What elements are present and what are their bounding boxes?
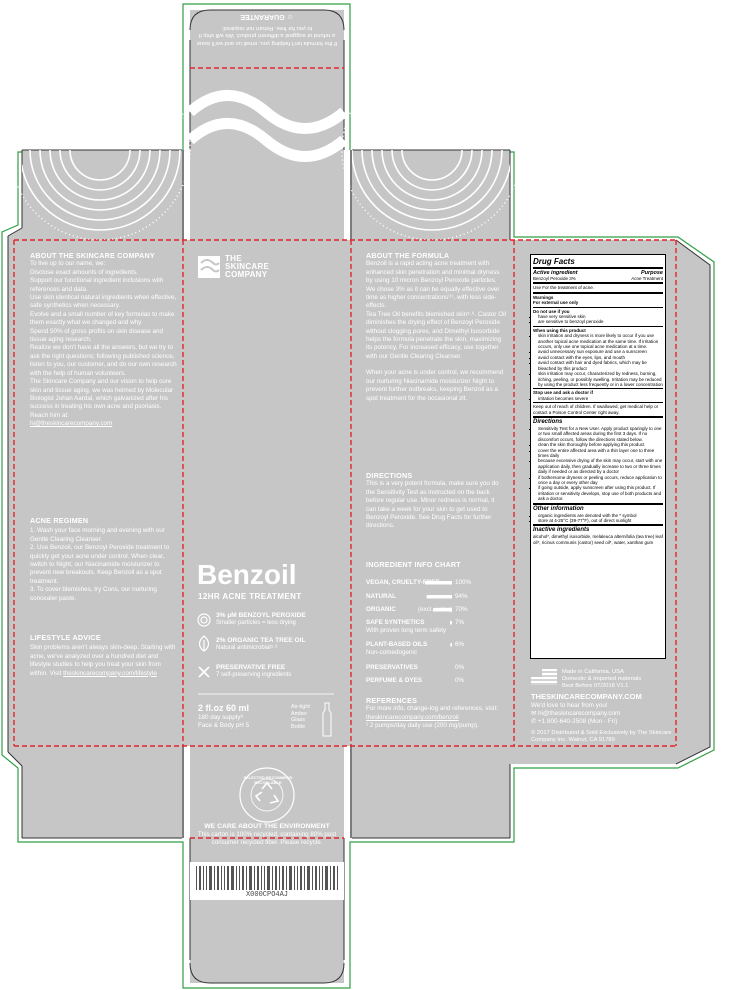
- do-not-use: Do not use if you: [533, 308, 570, 314]
- about-formula-p1: Benzoil is a rapid acting acne treatment with enhanced skin penetration and minimal dryness by using 10 micron Benzoyl Peroxide particles. We chose 3% as it can be equally effective over time as higher concentrations⁽¹⁾, with less side-effects.: [366, 260, 500, 310]
- about-company-line: Evolve and a small number of key formulas to make them exactly what we changed and why.: [30, 310, 175, 327]
- environment-body: This carton is 100% recycled, containing 80% post consumer recycled fiber. Please recycle.: [197, 831, 337, 846]
- lifestyle-body: Skin problems aren't always skin-deep. Starting with acne, we've analyzed over a hundred diet and lifestyle studies to help you treat your skin from within. Visit theskincarecompany.com/lifestyle: [30, 644, 176, 677]
- about-company-line: Disclose exact amounts of ingredients.: [30, 268, 138, 276]
- ingredient-chart-pct: 6%: [455, 641, 465, 648]
- inactive-title: Inactive ingredients: [533, 527, 590, 534]
- product-subtitle: 12HR ACNE TREATMENT: [198, 592, 302, 601]
- about-company-email[interactable]: hi@theskincarecompany.com: [30, 420, 113, 428]
- ingredient-chart-pct: 0%: [455, 664, 465, 671]
- ingredient-chart-label: PRESERVATIVES: [366, 664, 418, 671]
- feature-2: 2% ORGANIC TEA TREE OIL Natural antimicrobial⁵·⁶: [216, 637, 306, 651]
- active-ingredient: Benzoyl Peroxide 3%: [533, 276, 576, 281]
- about-company-line: Spend 50% of gross profits on skin disease and tissue aging research.: [30, 327, 164, 344]
- environment-heading: WE CARE ABOUT THE ENVIRONMENT: [204, 823, 330, 830]
- directions-title: Directions: [533, 418, 563, 425]
- drug-facts-item: ▪ Sensitivity Test for a New User. Apply product sparingly to one or two small affected areas during the first 3 days. If no discomfort occurs, follow the directions stated below.: [538, 426, 663, 442]
- do-not-use-list: [533, 314, 663, 325]
- drug-facts-item: ▪ skin irritation may occur, characterized by redness, burning, itching, peeling, or possibly swelling. Irritation may be reduced by using the product less frequently or in a lower concentration: [538, 371, 663, 387]
- ingredient-chart-pct: 7%: [455, 619, 465, 626]
- other-info-title: Other information: [533, 505, 584, 512]
- drug-facts-item: ▪ have very sensitive skin: [538, 314, 663, 319]
- acne-regimen-step: 3. To cover blemishes, try Cons, our nurturing concealer paste.: [30, 586, 157, 602]
- envelope-icon: ✉: [531, 710, 537, 717]
- contact-email-row: ✉ hi@theskincarecompany.com: [531, 710, 621, 717]
- guarantee-title: ☺ GUARANTEE: [240, 13, 294, 20]
- contact-phone-row: ✆ +1 800-640-2508 (Mon - Fri): [531, 718, 618, 725]
- copyright: © 2017 Distributed & Sold Exclusively by The Skincare Company Inc. Walnut, CA 91789: [531, 730, 672, 743]
- drug-facts-title: Drug Facts: [533, 257, 575, 266]
- about-company-section: [30, 252, 178, 429]
- when-using: When using this product: [533, 327, 586, 333]
- about-company-lines: [30, 260, 178, 420]
- about-formula-section: [366, 252, 506, 403]
- about-company-line: Use skin identical natural ingredients when effective, safe synthetics when necessary.: [30, 294, 177, 310]
- ingredient-chart-pct: 70%: [455, 606, 468, 613]
- drug-facts-item: ▪ irritation becomes severe: [538, 396, 663, 401]
- smile-icon: ☺: [286, 13, 294, 20]
- ingredient-chart-pct: 0%: [455, 677, 465, 684]
- about-formula-p2: Tea Tree Oil benefits blemished skin⁵·⁶. Castor Oil diminishes the drying effect of Benzoyl Peroxide without clogging pores, and Dimethyl Isosorbide helps the formula penetrate the skin, maximizing its potency. For increased efficacy, use together with our Gentle Clearing Cleanser.: [366, 310, 506, 360]
- purpose-label: Purpose: [640, 270, 663, 276]
- ingredient-chart-label: ORGANIC: [366, 606, 396, 613]
- about-company-line: Support our functional ingredient inclusions with references and data.: [30, 277, 164, 293]
- environment-section: [192, 822, 342, 847]
- active-ingredient-label: Active ingredient: [533, 270, 578, 276]
- ingredient-chart-label: VEGAN, CRUELTY-FREE: [366, 579, 440, 586]
- feature-1: 3% µM BENZOYL PEROXIDE Smaller particles = less drying: [216, 612, 306, 626]
- drug-facts-item: ▪ cover the entire affected area with a thin layer one to three times daily: [538, 448, 663, 459]
- ingredient-chart-sub: With proven long term safety: [366, 627, 447, 634]
- when-using-list: [533, 333, 663, 387]
- about-company-line: Realize we don't have all the answers, but we try to ask the right questions; following published science, listen to you, our customer, and do our own research with the help of human volunteers.: [30, 344, 177, 377]
- about-company-line: To live up to our name, we:: [30, 260, 106, 268]
- drug-facts-item: ▪ avoid unnecessary sun exposure and use a sunscreen: [538, 349, 663, 354]
- acne-regimen-heading: ACNE REGIMEN: [30, 516, 89, 525]
- barcode-bars: [196, 866, 338, 890]
- lifestyle-link[interactable]: theskincarecompany.com/lifestyle: [63, 669, 157, 677]
- phone-icon: ✆: [531, 718, 537, 725]
- references-body: For more info, change-log and references, visit:: [366, 705, 498, 713]
- acne-regimen-step: 1. Wash your face morning and evening with our Gentle Clearing Cleanser.: [30, 527, 165, 543]
- keep-out-of-reach: Keep out of reach of children. If swallowed, get medical help or contact a Poison Control Center right away.: [533, 404, 659, 415]
- product-size-block: [198, 703, 293, 730]
- about-formula-p3: When your acne is under control, we recommend our nurturing Niacinamide moisturizer Night to prevent further outbreaks, keeping Benzoil as a spot treatment for the occasional zit.: [366, 369, 504, 402]
- ingredient-chart-pct: 94%: [455, 593, 468, 600]
- ingredient-chart-heading: INGREDIENT INFO CHART: [366, 560, 461, 569]
- drug-facts-box: [530, 254, 666, 659]
- references-note: ¹ 2 pumps/day daily use (200 mg/pump).: [366, 722, 479, 730]
- drug-facts-item: ▪ avoid contact with hair and dyed fabrics, which may be bleached by this product: [538, 360, 663, 371]
- ingredient-chart-pct: 100%: [455, 579, 472, 586]
- drug-facts-item: ▪ if going outside, apply sunscreen after using this product. If irritation or sensitivity develops, stop use of both products and ask a doctor.: [538, 485, 663, 501]
- stop-use: Stop use and ask a doctor if: [533, 390, 594, 396]
- drug-facts-item: ▪ clean the skin thoroughly before applying this product: [538, 442, 663, 447]
- lifestyle-heading: LIFESTYLE ADVICE: [30, 633, 101, 642]
- contact-site[interactable]: THESKINCARECOMPANY.COM: [531, 692, 642, 701]
- directions-heading: DIRECTIONS: [366, 471, 413, 480]
- directions-list: [533, 426, 663, 502]
- recycle-badge-text: SELECTED RECOMMEND RECYCLABLE: [243, 775, 293, 785]
- drug-facts-item: ▪ organic ingredients are denoted with the * symbol: [538, 513, 663, 518]
- drug-facts-item: ▪ skin irritation and dryness is more likely to occur if you use another topical acne medication at the same time. If irritation occurs, only use one topical acne medication at a time.: [538, 333, 663, 349]
- ingredient-chart-label: PLANT-BASED OILS: [366, 641, 428, 648]
- ingredient-chart-sub: (excl. water): [418, 606, 453, 613]
- brand-name: THE SKINCARE COMPANY: [225, 254, 270, 279]
- warnings-heading: Warnings: [533, 294, 554, 300]
- ingredient-chart-label: NATURAL: [366, 593, 396, 600]
- purpose: Acne Treatment: [631, 276, 663, 281]
- product-supply: 180 day supply⁸: [198, 714, 244, 721]
- drug-facts-item: ▪ are sensitive to benzoyl peroxide: [538, 319, 663, 324]
- guarantee-body: If the formula isn't helping you, email us and we'll issue a refund or suggest a different product. We will ship it to you for free. Return not required.: [196, 24, 338, 46]
- usa-flag-icon: [531, 669, 557, 685]
- about-company-heading: ABOUT THE SKINCARE COMPANY: [30, 251, 155, 260]
- feature-3: PRESERVATIVE FREE 7 self-preserving ingredients: [216, 664, 292, 678]
- references-heading: REFERENCES: [366, 696, 418, 705]
- other-info-list: [533, 513, 663, 524]
- ingredient-chart-label: PERFUME & DYES: [366, 677, 422, 684]
- drug-facts-item: ▪ avoid contact with the eyes, lips, and mouth: [538, 355, 663, 360]
- uses: Use For the treatment of acne.: [533, 285, 595, 291]
- bottle-info: Air-tight Amber Glass Bottle: [291, 704, 310, 730]
- product-name: Benzoil: [197, 559, 297, 590]
- origin-info: Made in California, USA Domestic & Imported materials Best Before 07/2018 V1.1: [562, 669, 642, 689]
- guarantee-section: [196, 12, 338, 46]
- about-formula-heading: ABOUT THE FORMULA: [366, 251, 450, 260]
- references-section: [366, 697, 508, 731]
- barcode-number: X000CPO4AJ: [245, 891, 288, 899]
- drug-facts-item: ▪ store at 4-25°C (39-77°F), out of direct sunlight: [538, 518, 663, 523]
- drug-facts-item: ▪ if bothersome dryness or peeling occurs, reduce application to once a day or every other day: [538, 475, 663, 486]
- about-company-line: The Skincare Company and our vision to help cure skin and tissue aging, we was helmed by Molecular Biologist Johan Aardal, which galvanized after his success in treating his own acne and psoriasis. Reach him at:: [30, 378, 174, 419]
- stop-use-list: [533, 396, 663, 401]
- ingredient-chart-sub: Non-comedogenic: [366, 649, 418, 656]
- contact-hello: We'd love to hear from you!: [531, 702, 608, 709]
- references-link[interactable]: theskincarecompany.com/benzoil: [366, 713, 459, 721]
- lifestyle-section: [30, 634, 178, 678]
- external-use: For external use only: [533, 300, 579, 306]
- ingredient-chart-label: SAFE SYNTHETICS: [366, 619, 425, 626]
- product-size: 2 fl.oz 60 ml: [198, 703, 250, 713]
- product-use: Face & Body pH 5: [198, 722, 250, 729]
- inactive-ingredients: alcohol*, dimethyl isosorbide, melaleuca alternifolia (tea tree) leaf oil*, ricinus communis (castor) seed oil*, water, xanthan gum: [533, 534, 663, 545]
- directions-section: [366, 472, 506, 531]
- directions-body: This is a very potent formula, make sure you do the Sensitivity Test as instructed on the back before regular use. Minor redness is normal, it can take a week for your skin to get used to Benzoyl Peroxide. See Drug Facts for further directions.: [366, 480, 499, 530]
- drug-facts-item: ▪ because excessive drying of the skin may occur, start with one application daily, then gradually increase to two or three times daily if needed or as directed by a doctor: [538, 458, 663, 474]
- acne-regimen-section: [30, 517, 178, 603]
- acne-regimen-step: 2. Use Benzoil, our Benzoyl Peroxide treatment to quickly get your acne under control. When clear, switch to Night, our Niacinamide moisturizer to prevent new breakouts. Keep Benzoil as a spot treatment.: [30, 544, 170, 585]
- contact-section: [531, 692, 673, 744]
